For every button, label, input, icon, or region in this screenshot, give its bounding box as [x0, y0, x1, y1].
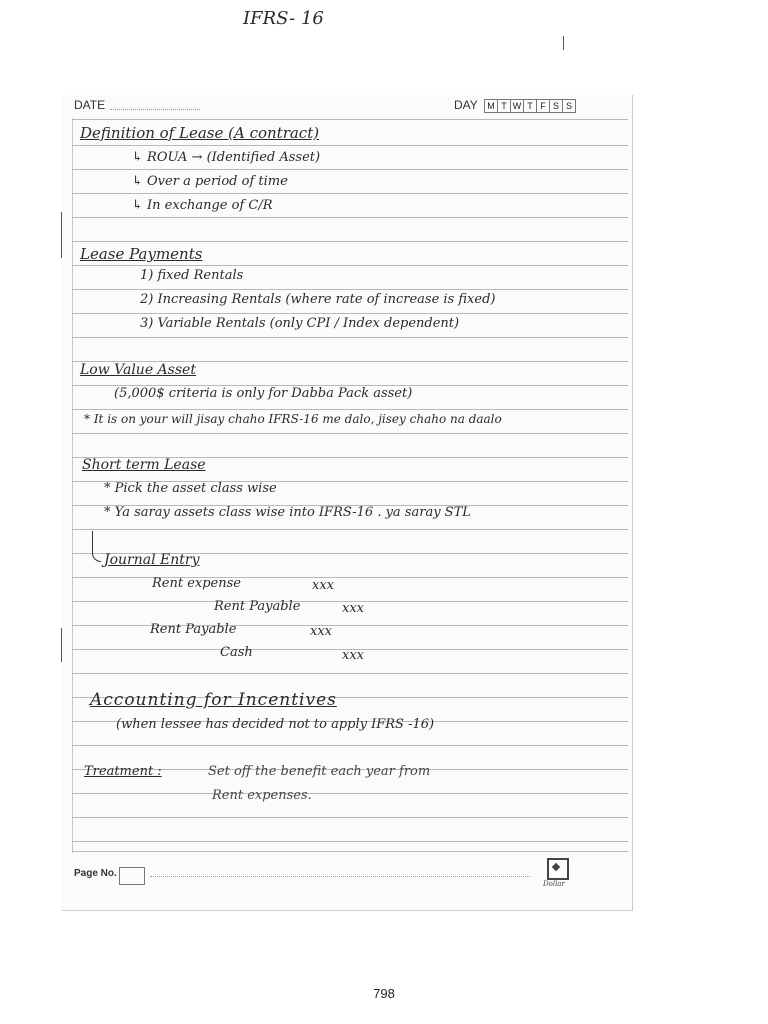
day-box: M: [484, 99, 498, 113]
treatment-line: Set off the benefit each year from: [208, 764, 431, 779]
journal-account: Rent Payable: [150, 622, 237, 637]
day-boxes: [485, 99, 576, 113]
lease-payments-heading: Lease Payments: [80, 245, 203, 263]
day-box: T: [497, 99, 511, 113]
page-number: 798: [373, 986, 395, 1001]
rule-line: [72, 169, 628, 170]
margin-line: [72, 118, 73, 853]
day-box: S: [562, 99, 576, 113]
rule-line: [72, 241, 628, 242]
rule-line: [72, 841, 628, 842]
treatment-label: Treatment :: [84, 764, 162, 779]
rule-line: [72, 433, 628, 434]
lease-definition-item: ↳ In exchange of C/R: [132, 198, 273, 213]
rule-line: [72, 289, 628, 290]
day-label: DAY: [454, 98, 478, 112]
rule-line: [72, 313, 628, 314]
journal-amount: xxx: [312, 578, 334, 593]
page-no-label: Page No.: [74, 868, 117, 879]
page-no-line: [150, 876, 530, 877]
rule-line: [72, 817, 628, 818]
rule-line: [72, 337, 628, 338]
incentives-note: (when lessee has decided not to apply IFRS -16): [116, 717, 435, 732]
low-value-heading: Low Value Asset: [80, 362, 196, 378]
curved-arrow-icon: [92, 531, 101, 562]
rule-line: [72, 745, 628, 746]
short-term-item: * Ya saray assets class wise into IFRS-16 . ya saray STL: [104, 505, 471, 520]
rule-line: [72, 193, 628, 194]
rule-line: [72, 265, 628, 266]
treatment-line: Rent expenses.: [212, 788, 312, 803]
day-box: W: [510, 99, 524, 113]
lease-definition-item: ↳ Over a period of time: [132, 174, 288, 189]
day-box: S: [549, 99, 563, 113]
date-line: [110, 109, 200, 110]
rule-line: [72, 673, 628, 674]
journal-amount: xxx: [342, 601, 364, 616]
short-term-item: * Pick the asset class wise: [104, 481, 277, 496]
lease-payment-item: 1) fixed Rentals: [140, 268, 244, 283]
incentives-heading: Accounting for Incentives: [90, 690, 337, 710]
lease-definition-heading: Definition of Lease (A contract): [80, 124, 320, 142]
date-label: DATE: [74, 98, 106, 112]
pen-mark: [61, 628, 62, 662]
low-value-note: (5,000$ criteria is only for Dabba Pack asset): [114, 386, 413, 401]
low-value-rule: * It is on your will jisay chaho IFRS-16 me dalo, jisey chaho na daalo: [84, 412, 502, 426]
page-title: IFRS- 16: [243, 8, 324, 29]
journal-amount: xxx: [342, 648, 364, 663]
pen-mark: [563, 36, 564, 50]
rule-line: [72, 145, 628, 146]
rule-line: [72, 793, 628, 794]
rule-line: [72, 119, 628, 120]
brand-logo-icon: [547, 858, 569, 880]
lease-definition-item: ↳ ROUA → (Identified Asset): [132, 150, 321, 165]
journal-amount: xxx: [310, 624, 332, 639]
rule-line: [72, 217, 628, 218]
journal-account: Rent Payable: [214, 599, 301, 614]
page-no-box: [119, 867, 145, 885]
day-box: T: [523, 99, 537, 113]
rule-line: [72, 409, 628, 410]
day-box: F: [536, 99, 550, 113]
journal-account: Cash: [220, 645, 253, 660]
rule-line: [72, 851, 628, 852]
pen-mark: [61, 212, 62, 258]
lease-payment-item: 2) Increasing Rentals (where rate of increase is fixed): [140, 292, 496, 307]
brand-logo-text: Dollar: [543, 880, 565, 888]
journal-entry-heading: Journal Entry: [104, 552, 200, 568]
rule-line: [72, 529, 628, 530]
short-term-heading: Short term Lease: [82, 457, 206, 473]
journal-account: Rent expense: [152, 576, 241, 591]
lease-payment-item: 3) Variable Rentals (only CPI / Index dependent): [140, 316, 460, 331]
